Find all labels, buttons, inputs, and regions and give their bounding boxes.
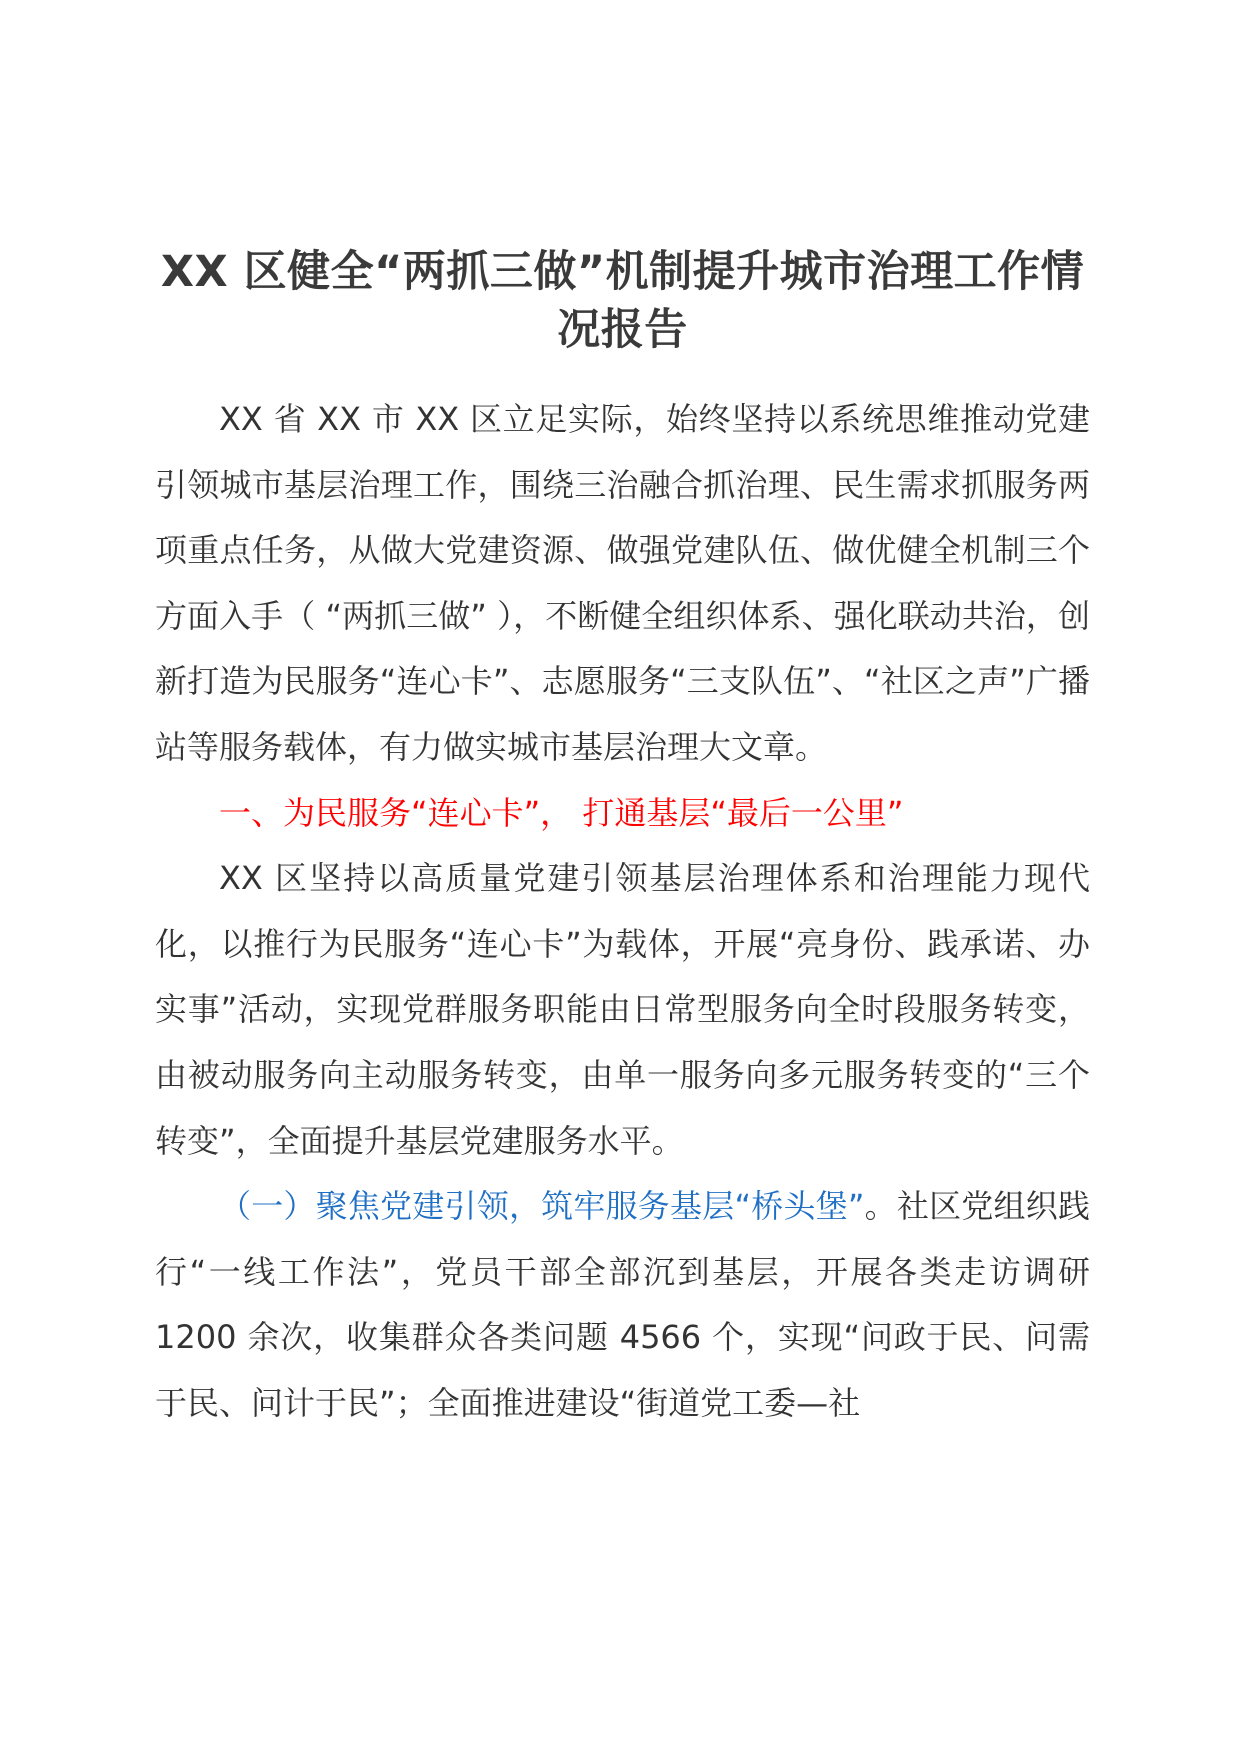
document-title: XX 区健全“两抓三做”机制提升城市治理工作情况报告 bbox=[160, 247, 1085, 355]
section-1-heading: 一、为民服务“连心卡”， 打通基层“最后一公里” bbox=[219, 793, 904, 832]
document-content bbox=[155, 243, 1090, 1437]
intro-paragraph: XX 省 XX 市 XX 区立足实际，始终坚持以系统思维推动党建引领城市基层治理工作，围绕三治融合抓治理、民生需求抓服务两项重点任务，从做大党建资源、做强党建队伍、做优健全机制三个方面入手（ “两抓三做” ），不断健全组织体系、强化联动共治，创新打造为民服务“连心卡”、志愿服务“三支队伍”、“社区之声”广播站等服务载体，有力做实城市基层治理大文章。 bbox=[155, 400, 1090, 766]
section-1-paragraph: XX 区坚持以高质量党建引领基层治理体系和治理能力现代化，以推行为民服务“连心卡”为载体，开展“亮身份、践承诺、办实事”活动，实现党群服务职能由日常型服务向全时段服务转变，由被动服务向主动服务转变，由单一服务向多元服务转变的“三个转变”，全面提升基层党建服务水平。 bbox=[155, 859, 1090, 1160]
subsection-1-body: 。社区党组织践行“一线工作法”，党员干部全部沉到基层，开展各类走访调研 1200 余次，收集群众各类问题 4566 个，实现“问政于民、问需于民、问计于民”；全面推进建设“街道党工委—社 bbox=[155, 1187, 1090, 1422]
subsection-1-paragraph bbox=[155, 1174, 1090, 1436]
subsection-1-heading: （一）聚焦党建引领，筑牢服务基层“桥头堡” bbox=[219, 1187, 865, 1226]
